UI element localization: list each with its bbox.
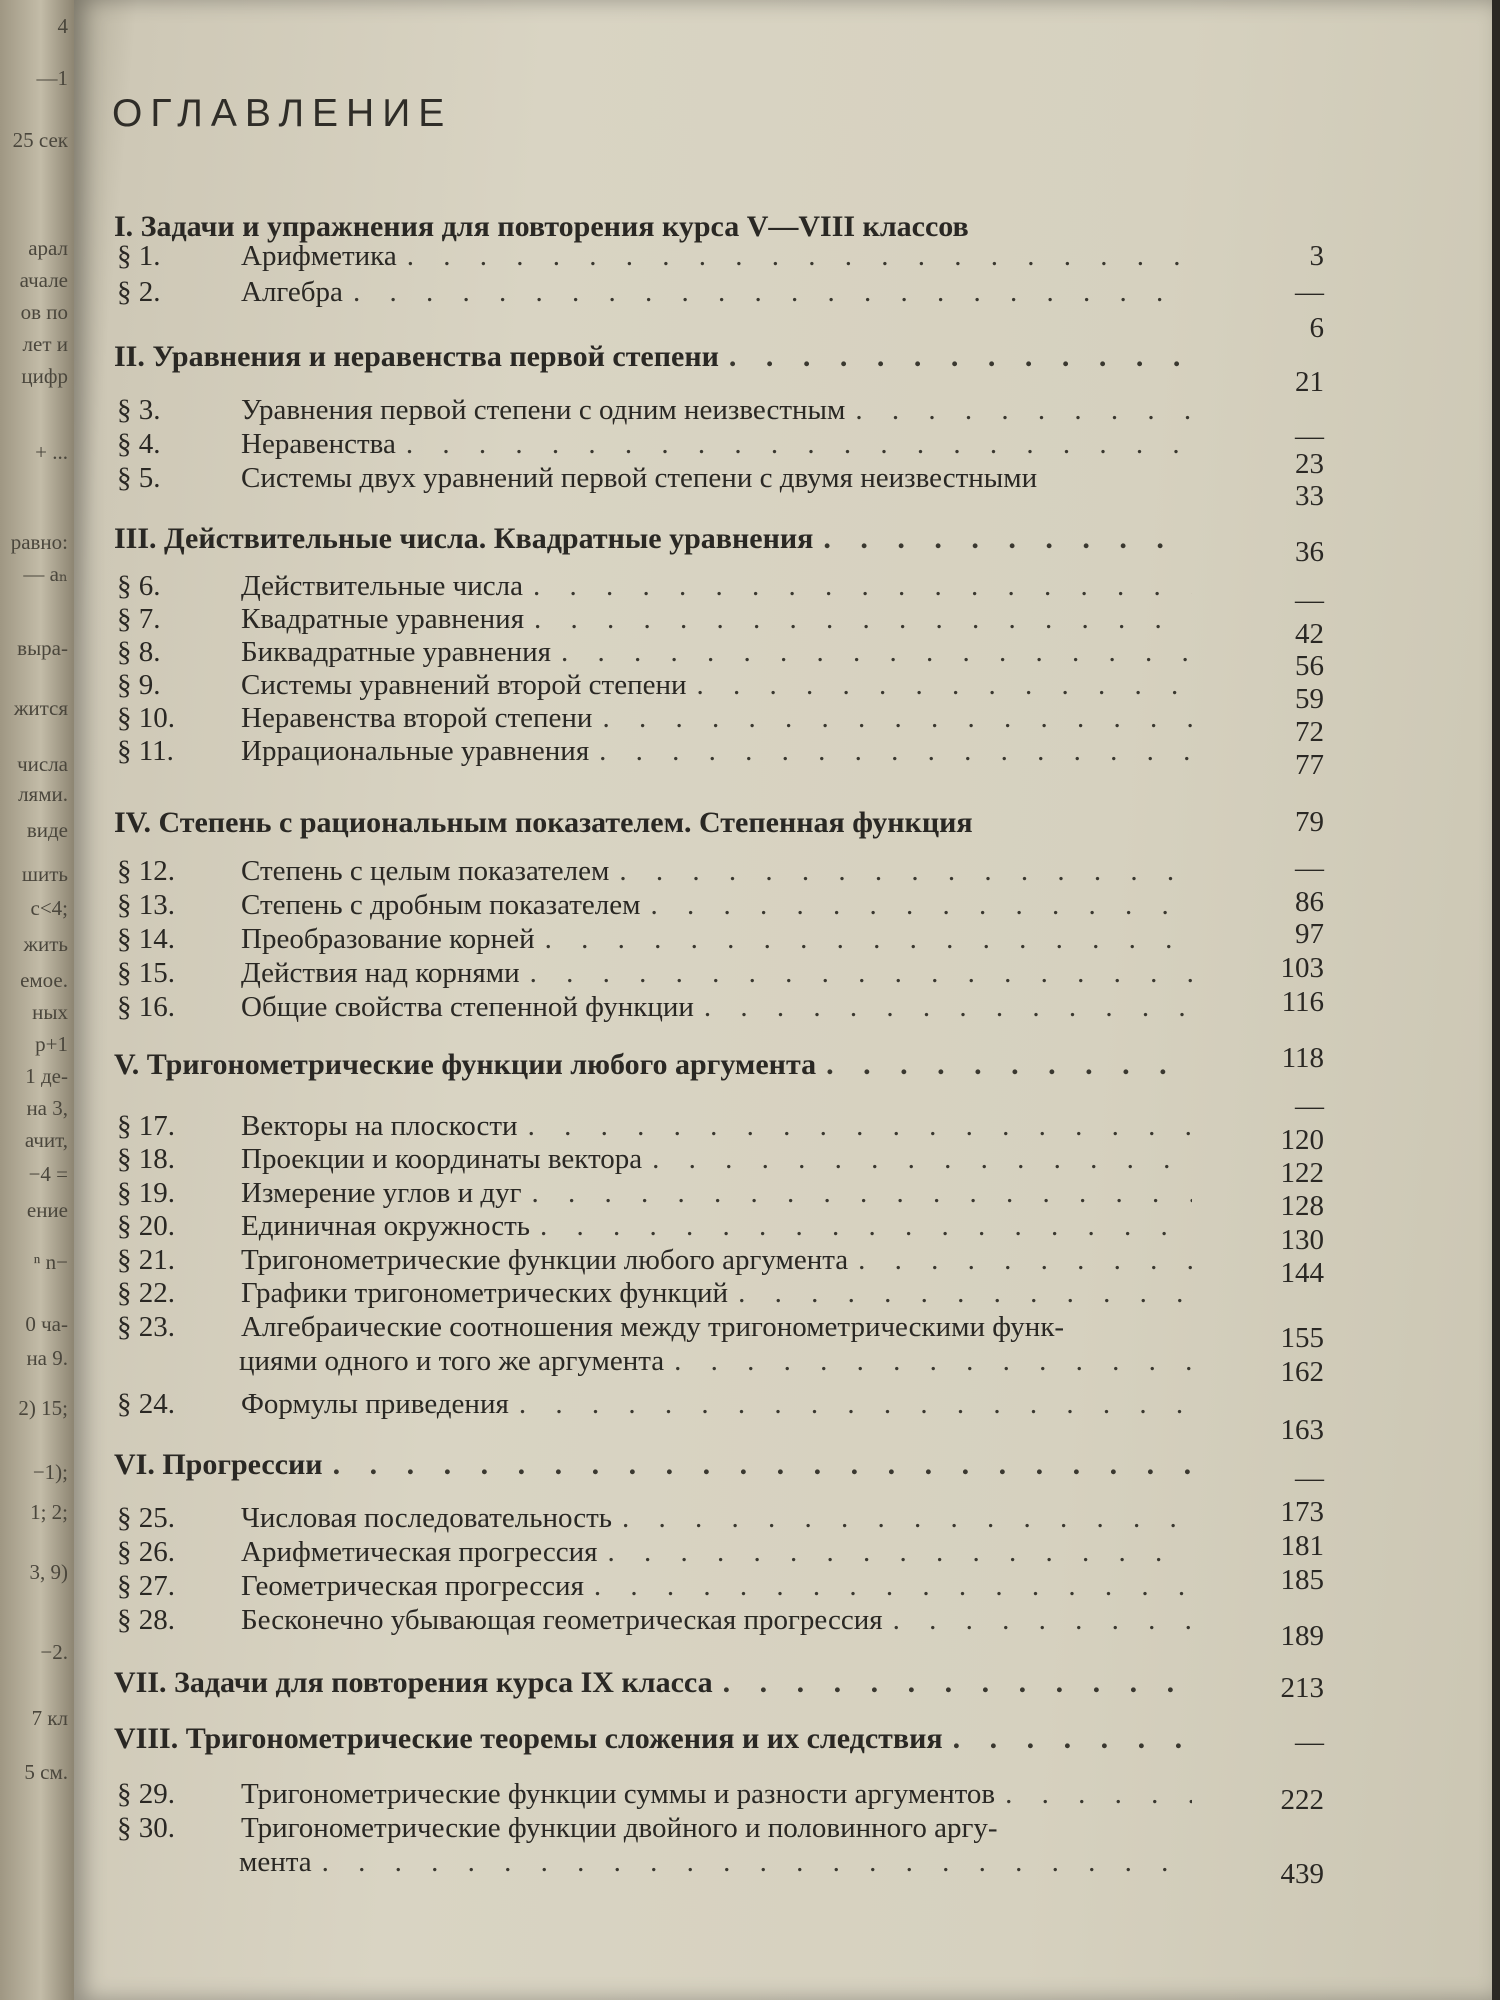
margin-fragment: на 3, bbox=[26, 1096, 68, 1120]
section-title: Действия над корнями bbox=[241, 957, 520, 989]
page-number: 173 bbox=[1280, 1496, 1324, 1528]
section-entry bbox=[117, 570, 1192, 604]
margin-fragment: 25 сек bbox=[12, 128, 68, 152]
margin-fragment: 1; 2; bbox=[30, 1500, 68, 1524]
section-title: Векторы на плоскости bbox=[241, 1110, 518, 1142]
chapter-heading bbox=[114, 522, 1192, 556]
section-title: Арифметическая прогрессия bbox=[241, 1536, 598, 1568]
section-entry bbox=[117, 1812, 1192, 1846]
margin-fragment: емое. bbox=[20, 968, 68, 992]
section-number: § 9. bbox=[117, 669, 161, 701]
section-entry bbox=[117, 1210, 1192, 1244]
leader-dots bbox=[599, 735, 1192, 768]
section-number: § 2. bbox=[117, 276, 161, 308]
margin-fragment: цифр bbox=[21, 364, 68, 388]
page-number: 79 bbox=[1295, 806, 1324, 838]
section-number: § 13. bbox=[117, 889, 175, 921]
leader-dots bbox=[826, 1048, 1192, 1082]
section-title: Алгебра bbox=[241, 276, 343, 308]
margin-fragment: числа bbox=[17, 752, 68, 776]
section-entry bbox=[117, 394, 1192, 428]
leader-dots bbox=[594, 1570, 1192, 1603]
chapter-title: V. Тригонометрические функции любого аргумента bbox=[114, 1048, 817, 1081]
section-title: Проекции и координаты вектора bbox=[241, 1143, 643, 1175]
margin-fragment: c<4; bbox=[30, 896, 68, 920]
leader-dots bbox=[530, 957, 1192, 990]
page-number: 439 bbox=[1280, 1858, 1324, 1890]
margin-fragment: 2) 15; bbox=[18, 1396, 68, 1420]
margin-fragment: −2. bbox=[40, 1640, 68, 1664]
leader-dots bbox=[729, 340, 1192, 374]
page-number: 128 bbox=[1280, 1190, 1324, 1222]
section-entry bbox=[117, 1143, 1192, 1177]
page-number: 56 bbox=[1295, 650, 1324, 682]
leader-dots bbox=[652, 1143, 1192, 1176]
section-entry bbox=[117, 1536, 1192, 1570]
section-title: Тригонометрические функции двойного и половинного аргу- bbox=[241, 1812, 998, 1844]
page-number: 118 bbox=[1281, 1042, 1324, 1074]
section-number: § 15. bbox=[117, 957, 175, 989]
section-entry bbox=[117, 462, 1192, 496]
section-entry bbox=[117, 991, 1192, 1025]
section-continuation bbox=[239, 1846, 1192, 1880]
section-number: § 14. bbox=[117, 923, 175, 955]
margin-fragment: лями. bbox=[18, 782, 68, 806]
section-entry bbox=[117, 923, 1192, 957]
leader-dots bbox=[674, 1345, 1192, 1378]
margin-fragment: — aₙ bbox=[23, 562, 68, 586]
previous-page-edge bbox=[0, 0, 74, 2000]
margin-fragment: равно: bbox=[10, 530, 68, 554]
margin-fragment: ачит, bbox=[24, 1128, 68, 1152]
section-number: § 1. bbox=[117, 240, 161, 272]
section-title: Бесконечно убывающая геометрическая прогрессия bbox=[241, 1604, 883, 1636]
leader-dots bbox=[697, 669, 1192, 702]
section-number: § 17. bbox=[117, 1110, 175, 1142]
page-number: — bbox=[1295, 852, 1324, 884]
section-title: Арифметика bbox=[241, 240, 397, 272]
section-title: Числовая последовательность bbox=[241, 1502, 612, 1534]
page-number: 155 bbox=[1280, 1322, 1324, 1354]
margin-fragment: виде bbox=[26, 818, 68, 842]
section-entry bbox=[117, 1311, 1192, 1345]
leader-dots bbox=[738, 1277, 1192, 1310]
section-title: Системы уравнений второй степени bbox=[241, 669, 687, 701]
leader-dots bbox=[704, 991, 1192, 1024]
page-number: — bbox=[1295, 1090, 1324, 1122]
margin-fragment: 3, 9) bbox=[29, 1560, 68, 1584]
leader-dots bbox=[519, 1388, 1192, 1421]
section-title: Системы двух уравнений первой степени с двумя неизвестными bbox=[241, 462, 1038, 494]
leader-dots bbox=[540, 1210, 1192, 1243]
margin-fragment: выра- bbox=[17, 636, 68, 660]
section-number: § 25. bbox=[117, 1502, 175, 1534]
leader-dots bbox=[602, 702, 1192, 735]
margin-fragment: −4 = bbox=[28, 1162, 68, 1186]
page-number: — bbox=[1295, 420, 1324, 452]
leader-dots bbox=[561, 636, 1192, 669]
section-entry bbox=[117, 1177, 1192, 1211]
section-number: § 10. bbox=[117, 702, 175, 734]
margin-fragment: −1); bbox=[32, 1460, 68, 1484]
section-title: Уравнения первой степени с одним неизвестным bbox=[241, 394, 846, 426]
section-number: § 22. bbox=[117, 1277, 175, 1309]
margin-fragment: —1 bbox=[36, 66, 68, 90]
chapter-heading bbox=[114, 210, 1192, 244]
margin-fragment: ение bbox=[26, 1198, 68, 1222]
page-number: 36 bbox=[1295, 536, 1324, 568]
section-entry bbox=[117, 1604, 1192, 1638]
page-number: 163 bbox=[1280, 1414, 1324, 1446]
section-entry bbox=[117, 1778, 1192, 1812]
margin-fragment: жить bbox=[23, 932, 68, 956]
page-number: 21 bbox=[1295, 366, 1324, 398]
page-number: — bbox=[1295, 276, 1324, 308]
section-number: § 4. bbox=[117, 428, 161, 460]
section-entry bbox=[117, 889, 1192, 923]
section-title: Степень с дробным показателем bbox=[241, 889, 641, 921]
page-number: 120 bbox=[1280, 1124, 1324, 1156]
leader-dots bbox=[893, 1604, 1192, 1637]
margin-fragment: 4 bbox=[57, 14, 68, 38]
leader-dots bbox=[619, 855, 1192, 888]
leader-dots bbox=[532, 1177, 1193, 1210]
page-number: 72 bbox=[1295, 716, 1324, 748]
section-entry bbox=[117, 855, 1192, 889]
leader-dots bbox=[533, 570, 1192, 603]
page-number: 86 bbox=[1295, 886, 1324, 918]
chapter-title: VIII. Тригонометрические теоремы сложения и их следствия bbox=[114, 1722, 943, 1755]
chapter-heading bbox=[114, 806, 1192, 840]
chapter-heading bbox=[114, 1666, 1192, 1700]
leader-dots bbox=[333, 1448, 1192, 1482]
section-entry bbox=[117, 957, 1192, 991]
page-number: 103 bbox=[1280, 952, 1324, 984]
section-entry bbox=[117, 636, 1192, 670]
section-title: Алгебраические соотношения между тригонометрическими функ- bbox=[241, 1311, 1065, 1343]
page-title: ОГЛАВЛЕНИЕ bbox=[112, 92, 453, 135]
section-title: Неравенства второй степени bbox=[241, 702, 593, 734]
section-number: § 30. bbox=[117, 1812, 175, 1844]
page-number: 181 bbox=[1280, 1530, 1324, 1562]
section-entry bbox=[117, 276, 1192, 310]
section-number: § 27. bbox=[117, 1570, 175, 1602]
page-number: 213 bbox=[1280, 1672, 1324, 1704]
chapter-title: VI. Прогрессии bbox=[114, 1448, 323, 1481]
margin-fragment: ных bbox=[32, 1000, 68, 1024]
leader-dots bbox=[723, 1666, 1192, 1700]
section-title: Геометрическая прогрессия bbox=[241, 1570, 584, 1602]
leader-dots bbox=[823, 522, 1192, 556]
section-title: Тригонометрические функции любого аргумента bbox=[241, 1244, 849, 1276]
section-number: § 11. bbox=[117, 735, 174, 767]
section-entry bbox=[117, 1502, 1192, 1536]
section-entry bbox=[117, 1244, 1192, 1278]
page-number: 189 bbox=[1280, 1620, 1324, 1652]
leader-dots bbox=[607, 1536, 1192, 1569]
page-number: 77 bbox=[1295, 749, 1324, 781]
leader-dots bbox=[858, 1244, 1192, 1277]
chapter-heading bbox=[114, 1048, 1192, 1082]
chapter-title: IV. Степень с рациональным показателем. Степенная функция bbox=[114, 806, 973, 839]
section-number: § 16. bbox=[117, 991, 175, 1023]
section-entry bbox=[117, 240, 1192, 274]
page-number: — bbox=[1295, 1462, 1324, 1494]
section-title-continued: мента bbox=[239, 1846, 312, 1878]
section-title: Неравенства bbox=[241, 428, 396, 460]
section-entry bbox=[117, 1277, 1192, 1311]
section-title: Степень с целым показателем bbox=[241, 855, 610, 887]
section-entry bbox=[117, 428, 1192, 462]
leader-dots bbox=[622, 1502, 1192, 1535]
chapter-title: VII. Задачи для повторения курса IX класса bbox=[114, 1666, 713, 1699]
section-number: § 12. bbox=[117, 855, 175, 887]
section-number: § 26. bbox=[117, 1536, 175, 1568]
section-number: § 19. bbox=[117, 1177, 175, 1209]
section-title: Измерение углов и дуг bbox=[241, 1177, 522, 1209]
chapter-heading bbox=[114, 340, 1192, 374]
section-title: Формулы приведения bbox=[241, 1388, 509, 1420]
margin-fragment: ов по bbox=[20, 300, 68, 324]
margin-fragment: арал bbox=[28, 236, 68, 260]
page-number: 33 bbox=[1295, 480, 1324, 512]
section-title-continued: циями одного и того же аргумента bbox=[239, 1345, 665, 1377]
leader-dots bbox=[322, 1846, 1192, 1879]
section-number: § 6. bbox=[117, 570, 161, 602]
page-number: 23 bbox=[1295, 448, 1324, 480]
section-entry bbox=[117, 669, 1192, 703]
section-continuation bbox=[239, 1345, 1192, 1379]
leader-dots bbox=[406, 428, 1192, 461]
section-number: § 24. bbox=[117, 1388, 175, 1420]
page-number: — bbox=[1295, 584, 1324, 616]
page-number: 116 bbox=[1281, 986, 1324, 1018]
leader-dots bbox=[953, 1722, 1192, 1756]
leader-dots bbox=[534, 603, 1192, 636]
margin-fragment: лет и bbox=[22, 332, 68, 356]
section-title: Иррациональные уравнения bbox=[241, 735, 590, 767]
section-entry bbox=[117, 735, 1192, 769]
margin-fragment: 7 кл bbox=[31, 1706, 68, 1730]
page-number: 144 bbox=[1280, 1257, 1324, 1289]
margin-fragment: ачале bbox=[19, 268, 68, 292]
margin-fragment: + ... bbox=[35, 440, 68, 464]
section-title: Преобразование корней bbox=[241, 923, 535, 955]
page-number: 122 bbox=[1280, 1157, 1324, 1189]
margin-fragment: p+1 bbox=[35, 1032, 68, 1056]
section-entry bbox=[117, 1110, 1192, 1144]
section-number: § 5. bbox=[117, 462, 161, 494]
leader-dots bbox=[545, 923, 1192, 956]
section-number: § 7. bbox=[117, 603, 161, 635]
chapter-heading bbox=[114, 1448, 1192, 1482]
section-title: Графики тригонометрических функций bbox=[241, 1277, 729, 1309]
margin-fragment: 1 де- bbox=[25, 1064, 68, 1088]
section-title: Действительные числа bbox=[241, 570, 523, 602]
page-number: 3 bbox=[1309, 240, 1324, 272]
section-title: Квадратные уравнения bbox=[241, 603, 525, 635]
chapter-heading bbox=[114, 1722, 1192, 1756]
section-title: Тригонометрические функции суммы и разности аргументов bbox=[241, 1778, 996, 1810]
margin-fragment: шить bbox=[21, 862, 68, 886]
leader-dots bbox=[651, 889, 1193, 922]
section-title: Общие свойства степенной функции bbox=[241, 991, 694, 1023]
chapter-title: III. Действительные числа. Квадратные уравнения bbox=[114, 522, 814, 555]
section-title: Единичная окружность bbox=[241, 1210, 530, 1242]
page-number: 130 bbox=[1280, 1224, 1324, 1256]
leader-dots bbox=[1005, 1778, 1192, 1811]
leader-dots bbox=[353, 276, 1192, 309]
page-number: 222 bbox=[1280, 1784, 1324, 1816]
chapter-title: II. Уравнения и неравенства первой степени bbox=[114, 340, 719, 373]
section-entry bbox=[117, 1570, 1192, 1604]
section-number: § 8. bbox=[117, 636, 161, 668]
leader-dots bbox=[528, 1110, 1192, 1143]
page-number: 6 bbox=[1309, 312, 1324, 344]
margin-fragment: ⁿ n− bbox=[33, 1250, 68, 1274]
page-number: 185 bbox=[1280, 1564, 1324, 1596]
margin-fragment: на 9. bbox=[26, 1346, 68, 1370]
page-number: 162 bbox=[1280, 1356, 1324, 1388]
section-entry bbox=[117, 603, 1192, 637]
section-number: § 28. bbox=[117, 1604, 175, 1636]
section-number: § 3. bbox=[117, 394, 161, 426]
section-number: § 29. bbox=[117, 1778, 175, 1810]
book-page bbox=[74, 0, 1492, 2000]
section-number: § 18. bbox=[117, 1143, 175, 1175]
section-number: § 23. bbox=[117, 1311, 175, 1343]
margin-fragment: 5 см. bbox=[24, 1760, 68, 1784]
section-entry bbox=[117, 702, 1192, 736]
page-number: 42 bbox=[1295, 618, 1324, 650]
margin-fragment: жится bbox=[13, 696, 68, 720]
section-entry bbox=[117, 1388, 1192, 1422]
page-number: 97 bbox=[1295, 918, 1324, 950]
chapter-title: I. Задачи и упражнения для повторения курса V—VIII классов bbox=[114, 210, 969, 243]
section-title: Биквадратные уравнения bbox=[241, 636, 551, 668]
margin-fragment: 0 ча- bbox=[25, 1312, 68, 1336]
leader-dots bbox=[855, 394, 1192, 427]
leader-dots bbox=[407, 240, 1192, 273]
page-number: 59 bbox=[1295, 683, 1324, 715]
section-number: § 21. bbox=[117, 1244, 175, 1276]
section-number: § 20. bbox=[117, 1210, 175, 1242]
page-number: — bbox=[1295, 1726, 1324, 1758]
